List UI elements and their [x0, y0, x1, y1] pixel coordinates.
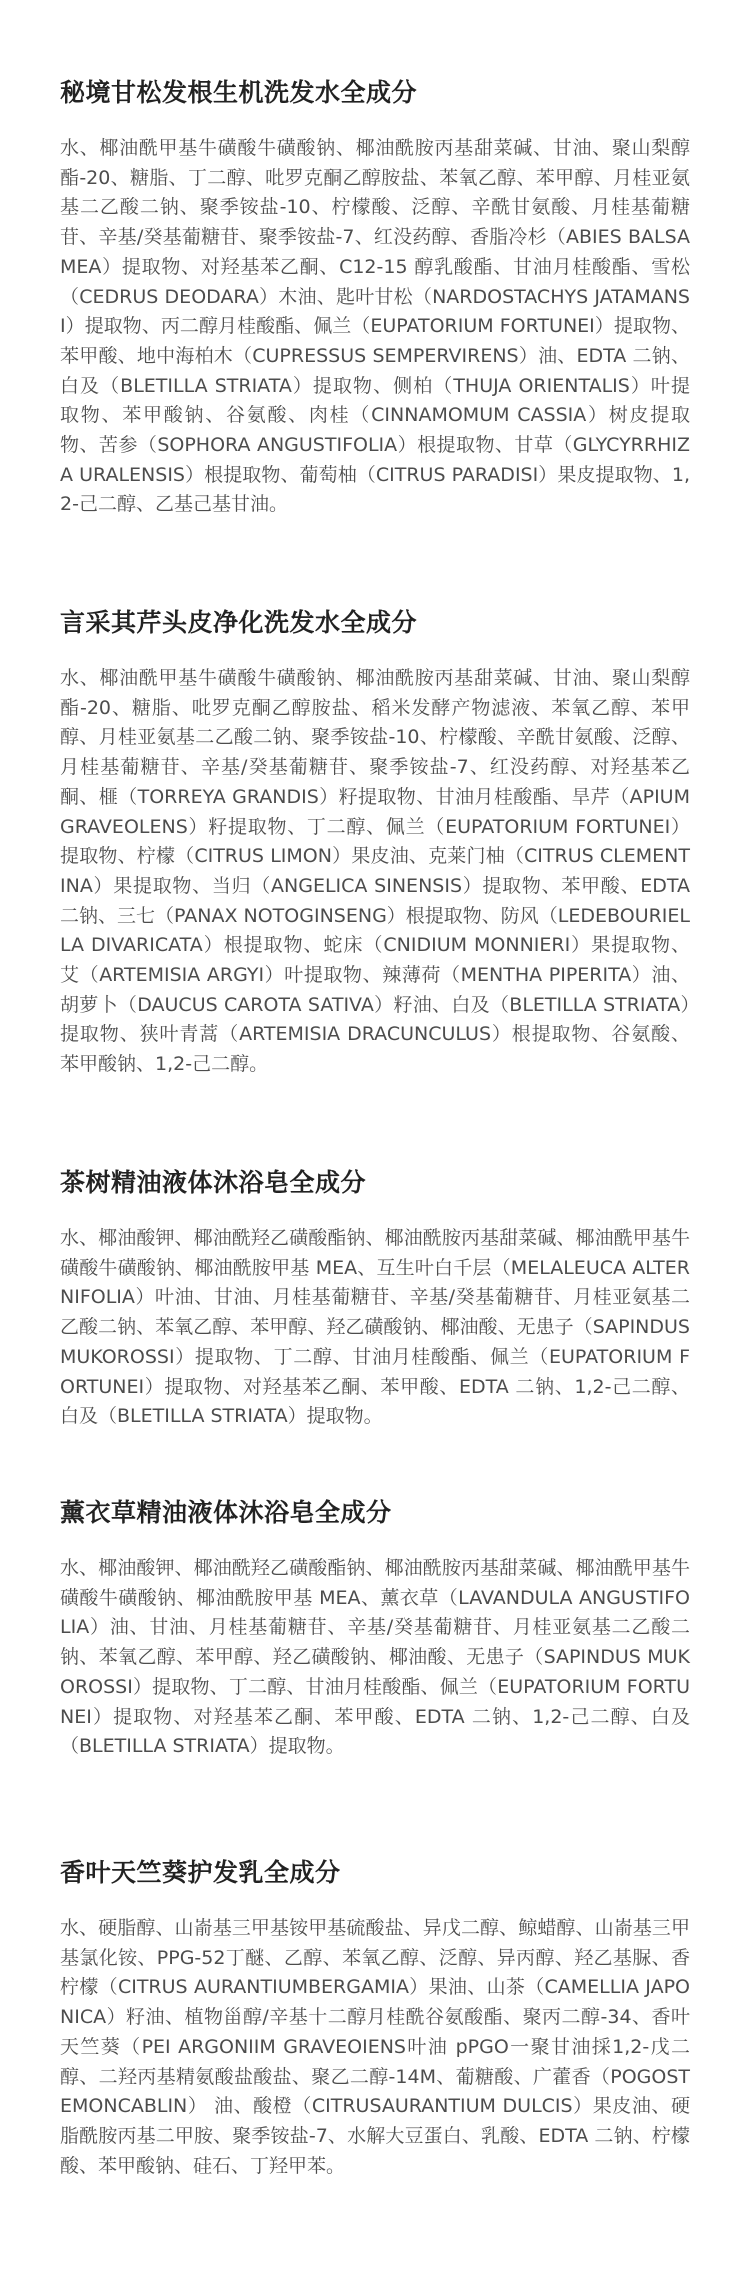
ingredient-list: 水、椰油酸钾、椰油酰羟乙磺酸酯钠、椰油酰胺丙基甜菜碱、椰油酰甲基牛磺酸牛磺酸钠、椰油酰胺甲基 MEA、互生叶白千层（MELALEUCA ALTERNIFOLIA）叶油、甘油、月桂基葡糖苷、辛基/癸基葡糖苷、月桂亚氨基二乙酸二钠、苯氧乙醇、苯甲醇、羟乙磺酸钠、椰油酸、无患子（SAPINDUS MUKOROSSI）提取物、丁二醇、甘油月桂酸酯、佩兰（EUPATORIUM FORTUNEI）提取物、对羟基苯乙酮、苯甲酸、EDTA 二钠、1,2-己二醇、白及（BLETILLA STRIATA）提取物。: [60, 1227, 690, 1428]
section-title: 言采其芹头皮净化洗发水全成分: [60, 608, 418, 637]
section-title: 香叶天竺葵护发乳全成分: [60, 1858, 341, 1887]
section-title: 秘境甘松发根生机洗发水全成分: [60, 78, 418, 107]
ingredient-list: 水、椰油酰甲基牛磺酸牛磺酸钠、椰油酰胺丙基甜菜碱、甘油、聚山梨醇酯-20、糖脂、吡罗克酮乙醇胺盐、稻米发酵产物滤液、苯氧乙醇、苯甲醇、月桂亚氨基二乙酸二钠、聚季铵盐-10、柠檬酸、辛酰甘氨酸、泛醇、月桂基葡糖苷、辛基/癸基葡糖苷、聚季铵盐-7、红没药醇、对羟基苯乙酮、榧（TORREYA GRANDIS）籽提取物、甘油月桂酸酯、旱芹（APIUM GRAVEOLENS）籽提取物、丁二醇、佩兰（EUPATORIUM FORTUNEI）提取物、柠檬（CITRUS LIMON）果皮油、克莱门柚（CITRUS CLEMENTINA）果提取物、当归（ANGELICA SINENSIS）提取物、苯甲酸、EDTA 二钠、三七（PANAX NOTOGINSENG）根提取物、防风（LEDEBOURIELLA DIVARICATA）根提取物、蛇床（CNIDIUM MONNIERI）果提取物、艾（ARTEMISIA ARGYI）叶提取物、辣薄荷（MENTHA PIPERITA）油、胡萝卜（DAUCUS CAROTA SATIVA）籽油、白及（BLETILLA STRIATA）提取物、狭叶青蒿（ARTEMISIA DRACUNCULUS）根提取物、谷氨酸、苯甲酸钠、1,2-己二醇。: [60, 667, 690, 1076]
ingredient-section: [60, 76, 690, 556]
ingredient-section: [60, 1496, 690, 1796]
ingredient-list: 水、椰油酸钾、椰油酰羟乙磺酸酯钠、椰油酰胺丙基甜菜碱、椰油酰甲基牛磺酸牛磺酸钠、椰油酰胺甲基 MEA、薰衣草（LAVANDULA ANGUSTIFOLIA）油、甘油、月桂基葡糖苷、辛基/癸基葡糖苷、月桂亚氨基二乙酸二钠、苯氧乙醇、苯甲醇、羟乙磺酸钠、椰油酸、无患子（SAPINDUS MUKOROSSI）提取物、丁二醇、甘油月桂酸酯、佩兰（EUPATORIUM FORTUNEI）提取物、对羟基苯乙酮、苯甲酸、EDTA 二钠、1,2-己二醇、白及（BLETILLA STRIATA）提取物。: [60, 1557, 690, 1758]
ingredient-section: [60, 1856, 690, 2266]
section-title: 茶树精油液体沐浴皂全成分: [60, 1168, 367, 1197]
section-title: 薰衣草精油液体沐浴皂全成分: [60, 1498, 392, 1527]
ingredient-list: 水、椰油酰甲基牛磺酸牛磺酸钠、椰油酰胺丙基甜菜碱、甘油、聚山梨醇酯-20、糖脂、丁二醇、吡罗克酮乙醇胺盐、苯氧乙醇、苯甲醇、月桂亚氨基二乙酸二钠、聚季铵盐-10、柠檬酸、泛醇、辛酰甘氨酸、月桂基葡糖苷、辛基/癸基葡糖苷、聚季铵盐-7、红没药醇、香脂冷杉（ABIES BALSAMEA）提取物、对羟基苯乙酮、C12-15 醇乳酸酯、甘油月桂酸酯、雪松（CEDRUS DEODARA）木油、匙叶甘松（NARDOSTACHYS JATAMANSI）提取物、丙二醇月桂酸酯、佩兰（EUPATORIUM FORTUNEI）提取物、苯甲酸、地中海柏木（CUPRESSUS SEMPERVIRENS）油、EDTA 二钠、白及（BLETILLA STRIATA）提取物、侧柏（THUJA ORIENTALIS）叶提取物、苯甲酸钠、谷氨酸、肉桂（CINNAMOMUM CASSIA）树皮提取物、苦参（SOPHORA ANGUSTIFOLIA）根提取物、甘草（GLYCYRRHIZA URALENSIS）根提取物、葡萄柚（CITRUS PARADISI）果皮提取物、1,2-己二醇、乙基己基甘油。: [60, 137, 690, 516]
ingredient-section: [60, 1166, 690, 1456]
ingredient-section: [60, 606, 690, 1116]
ingredient-list: 水、硬脂醇、山嵛基三甲基铵甲基硫酸盐、异戊二醇、鲸蜡醇、山嵛基三甲基氯化铵、PPG-52丁醚、乙醇、苯氧乙醇、泛醇、异丙醇、羟乙基脲、香柠檬（CITRUS AURANTIUMBERGAMIA）果油、山茶（CAMELLIA JAPONICA）籽油、植物甾醇/辛基十二醇月桂酰谷氨酸酯、聚丙二醇-34、香叶天竺葵（PEI ARGONIIM GRAVEOIENS叶油 pPGO一聚甘油採1,2-戊二醇、二羟丙基精氨酸盐酸盐、聚乙二醇-14M、葡糖酸、广藿香（POGOSTEMONCABLIN） 油、酸橙（CITRUSAURANTIUM DULCIS）果皮油、硬脂酰胺丙基二甲胺、聚季铵盐-7、水解大豆蛋白、乳酸、EDTA 二钠、柠檬酸、苯甲酸钠、硅石、丁羟甲苯。: [60, 1917, 690, 2177]
